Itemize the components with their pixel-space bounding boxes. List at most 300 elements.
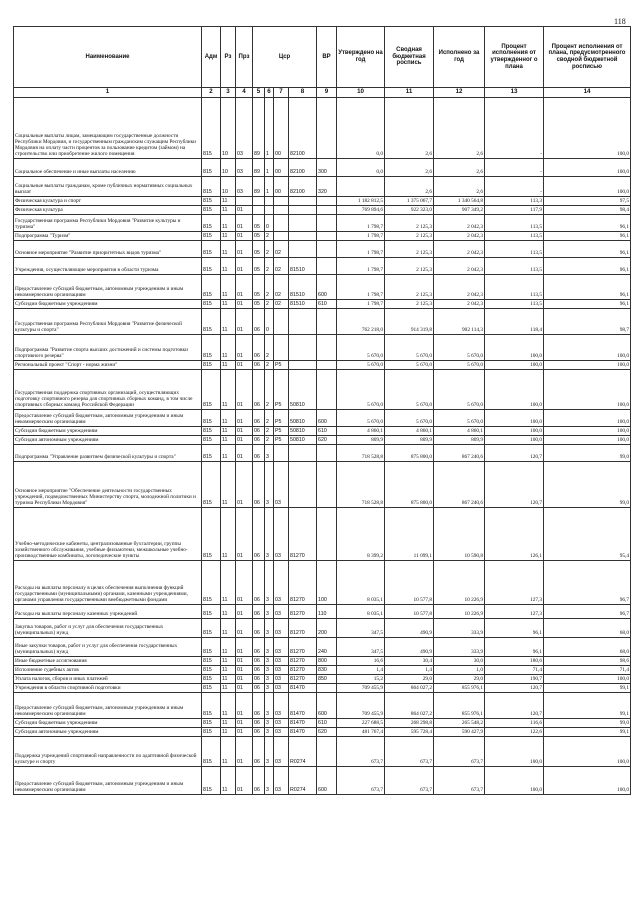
rz-code: 11 (221, 410, 236, 427)
prz-code: 01 (236, 737, 253, 767)
csr-part-1: 06 (253, 684, 265, 693)
percent-budget-value: 68,0 (544, 619, 631, 638)
vr-code (317, 462, 337, 508)
approved-value: 1 798,7 (337, 232, 385, 241)
csr-part-1: 06 (253, 427, 265, 436)
executed-value: 809,9 (434, 436, 485, 445)
percent-budget-value: 95,4 (544, 508, 631, 561)
prz-code: 01 (236, 309, 253, 335)
table-row (14, 767, 631, 795)
table-row (14, 462, 631, 508)
csr-part-1: 06 (253, 445, 265, 462)
csr-part-1: 06 (253, 719, 265, 728)
budget-list-value: 2 125,3 (385, 215, 434, 232)
prz-code: 01 (236, 719, 253, 728)
header-adm: Адм (202, 27, 221, 88)
percent-budget-value: 96,1 (544, 232, 631, 241)
percent-plan-value: 100,0 (485, 737, 544, 767)
adm-code: 815 (202, 605, 221, 619)
rz-code: 11 (221, 206, 236, 215)
csr-part-1: 06 (253, 508, 265, 561)
executed-value: 2 042,3 (434, 232, 485, 241)
percent-budget-value: 71,4 (544, 666, 631, 675)
approved-value: 5 670,0 (337, 410, 385, 427)
csr-part-2: 2 (265, 335, 274, 361)
csr-part-3: 02 (274, 275, 289, 300)
approved-value: 1 798,7 (337, 300, 385, 309)
row-name: Учреждения в области спортивной подготовки (14, 684, 202, 693)
percent-budget-value: 99,1 (544, 684, 631, 693)
percent-budget-value: 100,0 (544, 675, 631, 684)
csr-part-1: 89 (253, 159, 265, 177)
prz-code: 01 (236, 619, 253, 638)
budget-list-value: 29,0 (385, 675, 434, 684)
csr-part-2: 3 (265, 666, 274, 675)
approved-value: 0,0 (337, 159, 385, 177)
csr-part-1: 06 (253, 657, 265, 666)
table-row (14, 693, 631, 719)
adm-code: 815 (202, 361, 221, 370)
approved-value: 8 035,1 (337, 561, 385, 605)
csr-part-3: P5 (274, 361, 289, 370)
percent-plan-value: 100,0 (485, 436, 544, 445)
csr-part-3: 03 (274, 508, 289, 561)
approved-value: 1,4 (337, 666, 385, 675)
approved-value: 347,5 (337, 638, 385, 657)
header-prz: Прз (236, 27, 253, 88)
rz-code: 11 (221, 197, 236, 206)
csr-part-4: 81510 (289, 275, 317, 300)
adm-code: 815 (202, 462, 221, 508)
vr-code: 830 (317, 666, 337, 675)
column-number: 4 (236, 88, 253, 98)
table-row (14, 561, 631, 605)
budget-list-value: 490,9 (385, 638, 434, 657)
csr-part-2: 3 (265, 719, 274, 728)
adm-code: 815 (202, 300, 221, 309)
column-number: 9 (317, 88, 337, 98)
executed-value: 590 427,9 (434, 728, 485, 737)
percent-budget-value: 100,0 (544, 361, 631, 370)
percent-plan-value: 100,0 (485, 410, 544, 427)
budget-list-value: 30,4 (385, 657, 434, 666)
budget-list-value: 875 800,0 (385, 462, 434, 508)
percent-budget-value: 99,1 (544, 728, 631, 737)
vr-code: 850 (317, 675, 337, 684)
executed-value: 1 340 564,8 (434, 197, 485, 206)
approved-value: 8 399,2 (337, 508, 385, 561)
percent-plan-value: 117,9 (485, 206, 544, 215)
csr-part-4: 81470 (289, 684, 317, 693)
budget-list-value: 2 125,3 (385, 300, 434, 309)
csr-part-4: 81510 (289, 258, 317, 275)
percent-plan-value: 113,5 (485, 275, 544, 300)
csr-part-1: 06 (253, 309, 265, 335)
csr-part-1: 05 (253, 232, 265, 241)
budget-list-value: 11 099,1 (385, 508, 434, 561)
adm-code: 815 (202, 98, 221, 159)
percent-budget-value: 100,0 (544, 767, 631, 795)
csr-part-4: 81270 (289, 508, 317, 561)
table-row (14, 619, 631, 638)
csr-part-2: 3 (265, 737, 274, 767)
percent-plan-value: 113,5 (485, 241, 544, 258)
vr-code (317, 232, 337, 241)
vr-code (317, 197, 337, 206)
csr-part-4 (289, 215, 317, 232)
csr-part-4: 50810 (289, 370, 317, 410)
row-name: Социальные выплаты гражданам, кроме публичных нормативных социальных выплат (14, 177, 202, 197)
rz-code: 10 (221, 177, 236, 197)
vr-code (317, 258, 337, 275)
percent-plan-value: 100,0 (485, 370, 544, 410)
budget-list-value: 1 375 067,7 (385, 197, 434, 206)
percent-plan-value: 126,1 (485, 508, 544, 561)
csr-part-3 (274, 335, 289, 361)
percent-plan-value: 113,5 (485, 232, 544, 241)
adm-code: 815 (202, 215, 221, 232)
approved-value: 709 455,9 (337, 684, 385, 693)
csr-part-1: 89 (253, 177, 265, 197)
row-name: Социальные выплаты лицам, замещающим государственные должности Республики Мордовия, и государственным гражданским служащим Республики Мордовия на оплату части процентов за пользование кредитом (займом) на строительство или приобретение жилого помещения (14, 98, 202, 159)
table-row (14, 275, 631, 300)
row-name: Социальное обеспечение и иные выплаты населению (14, 159, 202, 177)
header-budget-list: Сводная бюджетная роспись (385, 27, 434, 88)
prz-code: 01 (236, 462, 253, 508)
row-name: Предоставление субсидий бюджетным, автономным учреждениям и иным некоммерческим организациям (14, 767, 202, 795)
percent-plan-value: 127,3 (485, 605, 544, 619)
approved-value: 347,5 (337, 619, 385, 638)
rz-code: 11 (221, 436, 236, 445)
prz-code: 03 (236, 98, 253, 159)
executed-value: 867 240,6 (434, 445, 485, 462)
executed-value: 5 670,0 (434, 370, 485, 410)
budget-list-value: 4 860,1 (385, 427, 434, 436)
csr-part-2: 3 (265, 561, 274, 605)
prz-code: 01 (236, 675, 253, 684)
row-name: Физическая культура и спорт (14, 197, 202, 206)
csr-part-2: 3 (265, 675, 274, 684)
rz-code: 11 (221, 427, 236, 436)
table-row (14, 197, 631, 206)
percent-budget-value: 96,1 (544, 241, 631, 258)
prz-code: 01 (236, 767, 253, 795)
row-name: Государственная программа Республики Мордовия "Развитие культуры и туризма" (14, 215, 202, 232)
executed-value: 673,7 (434, 767, 485, 795)
rz-code: 10 (221, 98, 236, 159)
csr-part-2 (265, 206, 274, 215)
table-row (14, 258, 631, 275)
table-row (14, 657, 631, 666)
adm-code: 815 (202, 767, 221, 795)
csr-part-2: 3 (265, 693, 274, 719)
table-row (14, 427, 631, 436)
executed-value: 5 670,0 (434, 335, 485, 361)
approved-value: 5 670,0 (337, 361, 385, 370)
table-row (14, 361, 631, 370)
adm-code: 815 (202, 335, 221, 361)
table-row (14, 508, 631, 561)
executed-value: 4 860,1 (434, 427, 485, 436)
csr-part-4: 81270 (289, 605, 317, 619)
budget-list-value: 875 800,0 (385, 445, 434, 462)
executed-value: 1,0 (434, 666, 485, 675)
percent-plan-value: 96,1 (485, 619, 544, 638)
vr-code: 610 (317, 300, 337, 309)
approved-value: 673,7 (337, 737, 385, 767)
prz-code: 01 (236, 232, 253, 241)
csr-part-2 (265, 197, 274, 206)
row-name: Субсидии бюджетным учреждениям (14, 719, 202, 728)
csr-part-3 (274, 197, 289, 206)
budget-list-value: 490,9 (385, 619, 434, 638)
prz-code: 01 (236, 258, 253, 275)
csr-part-3: P5 (274, 370, 289, 410)
row-name: Основное мероприятие "Развитие приоритетных видов туризма" (14, 241, 202, 258)
executed-value: 907 349,2 (434, 206, 485, 215)
vr-code (317, 241, 337, 258)
budget-list-value: 5 670,0 (385, 370, 434, 410)
prz-code: 01 (236, 728, 253, 737)
percent-budget-value: 97,5 (544, 197, 631, 206)
rz-code: 10 (221, 159, 236, 177)
row-name: Поддержка учреждений спортивной направленности по адаптивной физической культуре и спорту (14, 737, 202, 767)
budget-list-value: 2,6 (385, 159, 434, 177)
adm-code: 815 (202, 445, 221, 462)
percent-plan-value: - (485, 177, 544, 197)
executed-value: 2 042,3 (434, 258, 485, 275)
executed-value: 2 042,3 (434, 241, 485, 258)
csr-part-2: 2 (265, 241, 274, 258)
table-row (14, 300, 631, 309)
executed-value: 902 114,3 (434, 309, 485, 335)
csr-part-3 (274, 445, 289, 462)
rz-code: 11 (221, 684, 236, 693)
percent-budget-value: 100,0 (544, 436, 631, 445)
table-row (14, 436, 631, 445)
vr-code: 620 (317, 728, 337, 737)
executed-value: 867 240,6 (434, 462, 485, 508)
csr-part-3: 03 (274, 728, 289, 737)
prz-code: 01 (236, 335, 253, 361)
percent-plan-value: 180,6 (485, 657, 544, 666)
csr-part-2: 2 (265, 436, 274, 445)
adm-code: 815 (202, 370, 221, 410)
prz-code: 01 (236, 215, 253, 232)
rz-code: 11 (221, 241, 236, 258)
rz-code: 11 (221, 370, 236, 410)
csr-part-1: 06 (253, 436, 265, 445)
table-row (14, 241, 631, 258)
csr-part-2: 2 (265, 370, 274, 410)
approved-value: 5 670,0 (337, 370, 385, 410)
adm-code: 815 (202, 619, 221, 638)
adm-code: 815 (202, 241, 221, 258)
csr-part-1: 05 (253, 241, 265, 258)
csr-part-1 (253, 197, 265, 206)
adm-code: 815 (202, 410, 221, 427)
column-number: 8 (289, 88, 317, 98)
rz-code: 11 (221, 728, 236, 737)
table-row (14, 728, 631, 737)
csr-part-4 (289, 232, 317, 241)
adm-code: 815 (202, 177, 221, 197)
csr-part-4: 50810 (289, 410, 317, 427)
rz-code: 11 (221, 508, 236, 561)
budget-list-value: 2 125,3 (385, 232, 434, 241)
column-number-row (14, 88, 631, 98)
rz-code: 11 (221, 666, 236, 675)
executed-value: 10 226,9 (434, 561, 485, 605)
csr-part-4: 81270 (289, 666, 317, 675)
vr-code (317, 737, 337, 767)
csr-part-1: 89 (253, 98, 265, 159)
percent-budget-value: 96,1 (544, 275, 631, 300)
executed-value: 2,6 (434, 98, 485, 159)
csr-part-4 (289, 462, 317, 508)
table-body (14, 98, 631, 795)
vr-code: 620 (317, 436, 337, 445)
csr-part-1: 06 (253, 335, 265, 361)
csr-part-2: 2 (265, 427, 274, 436)
adm-code: 815 (202, 675, 221, 684)
csr-part-4: 81470 (289, 719, 317, 728)
percent-budget-value: 98,4 (544, 206, 631, 215)
table-row (14, 638, 631, 657)
csr-part-4: 81270 (289, 675, 317, 684)
csr-part-4: 82100 (289, 98, 317, 159)
percent-plan-value: 100,0 (485, 335, 544, 361)
rz-code: 11 (221, 605, 236, 619)
table-row (14, 309, 631, 335)
csr-part-3: 03 (274, 561, 289, 605)
csr-part-1: 05 (253, 258, 265, 275)
csr-part-3: P5 (274, 410, 289, 427)
csr-part-3: 02 (274, 258, 289, 275)
executed-value: 29,0 (434, 675, 485, 684)
prz-code: 01 (236, 275, 253, 300)
row-name: Подпрограмма "Туризм" (14, 232, 202, 241)
approved-value: 0,0 (337, 98, 385, 159)
budget-list-value: 10 577,8 (385, 605, 434, 619)
vr-code: 800 (317, 657, 337, 666)
column-number: 14 (544, 88, 631, 98)
csr-part-4: 50810 (289, 436, 317, 445)
prz-code: 01 (236, 241, 253, 258)
rz-code: 11 (221, 215, 236, 232)
csr-part-1: 06 (253, 619, 265, 638)
adm-code: 815 (202, 232, 221, 241)
row-name: Подпрограмма "Управление развитием физической культуры и спорта" (14, 445, 202, 462)
budget-list-value: 268 298,8 (385, 719, 434, 728)
csr-part-3 (274, 232, 289, 241)
table-row (14, 215, 631, 232)
percent-budget-value: 99,0 (544, 462, 631, 508)
executed-value: 5 670,0 (434, 361, 485, 370)
table-row (14, 605, 631, 619)
vr-code (317, 309, 337, 335)
csr-part-2: 3 (265, 638, 274, 657)
csr-part-2: 2 (265, 300, 274, 309)
percent-budget-value: 99,0 (544, 719, 631, 728)
percent-plan-value: 122,6 (485, 728, 544, 737)
rz-code: 11 (221, 335, 236, 361)
approved-value: 1 798,7 (337, 215, 385, 232)
approved-value: 15,2 (337, 675, 385, 684)
prz-code: 01 (236, 561, 253, 605)
column-number: 6 (265, 88, 274, 98)
vr-code (317, 98, 337, 159)
csr-part-4 (289, 309, 317, 335)
executed-value: 2 042,3 (434, 215, 485, 232)
header-name: Наименование (14, 27, 202, 88)
budget-list-value: 2 125,3 (385, 241, 434, 258)
column-number: 13 (485, 88, 544, 98)
header-percent-budget: Процент исполнения от плана, предусмотренного сводной бюджетной росписью (544, 27, 631, 88)
csr-part-3: 03 (274, 605, 289, 619)
table-row (14, 232, 631, 241)
csr-part-4: 81270 (289, 657, 317, 666)
budget-list-value: 2,6 (385, 98, 434, 159)
vr-code (317, 206, 337, 215)
header-vr: ВР (317, 27, 337, 88)
percent-budget-value: 96,1 (544, 258, 631, 275)
csr-part-4: 81270 (289, 561, 317, 605)
csr-part-4: 81270 (289, 619, 317, 638)
csr-part-1 (253, 206, 265, 215)
approved-value: 481 767,4 (337, 728, 385, 737)
row-name: Государственная программа Республики Мордовия "Развитие физической культуры и спорта" (14, 309, 202, 335)
csr-part-2: 3 (265, 657, 274, 666)
percent-plan-value: 190,7 (485, 675, 544, 684)
table-row (14, 719, 631, 728)
prz-code: 03 (236, 159, 253, 177)
adm-code: 815 (202, 719, 221, 728)
row-name: Учебно-методические кабинеты, централизованные бухгалтерии, группы хозяйственного обслуживания, учебные фильмотеки, межшкольные учебно-производственные комбинаты, логопедические пункты (14, 508, 202, 561)
csr-part-2: 3 (265, 619, 274, 638)
percent-plan-value: 113,5 (485, 300, 544, 309)
executed-value: 673,7 (434, 737, 485, 767)
budget-table (13, 26, 631, 795)
vr-code: 600 (317, 410, 337, 427)
csr-part-3: 03 (274, 693, 289, 719)
vr-code (317, 215, 337, 232)
column-number: 12 (434, 88, 485, 98)
percent-budget-value: 100,0 (544, 427, 631, 436)
approved-value: 1 798,7 (337, 258, 385, 275)
csr-part-2: 1 (265, 159, 274, 177)
executed-value: 2 042,3 (434, 300, 485, 309)
csr-part-3: 03 (274, 767, 289, 795)
executed-value: 333,9 (434, 638, 485, 657)
percent-budget-value: 96,1 (544, 215, 631, 232)
csr-part-1: 06 (253, 675, 265, 684)
csr-part-4: 81470 (289, 693, 317, 719)
rz-code: 11 (221, 638, 236, 657)
csr-part-3: 00 (274, 98, 289, 159)
rz-code: 11 (221, 675, 236, 684)
percent-budget-value: 68,0 (544, 638, 631, 657)
adm-code: 815 (202, 197, 221, 206)
vr-code: 240 (317, 638, 337, 657)
executed-value: 5 670,0 (434, 410, 485, 427)
budget-list-value: 864 027,2 (385, 684, 434, 693)
csr-part-2: 3 (265, 605, 274, 619)
csr-part-1: 06 (253, 767, 265, 795)
budget-list-value: 5 670,0 (385, 335, 434, 361)
prz-code (236, 197, 253, 206)
vr-code: 610 (317, 719, 337, 728)
